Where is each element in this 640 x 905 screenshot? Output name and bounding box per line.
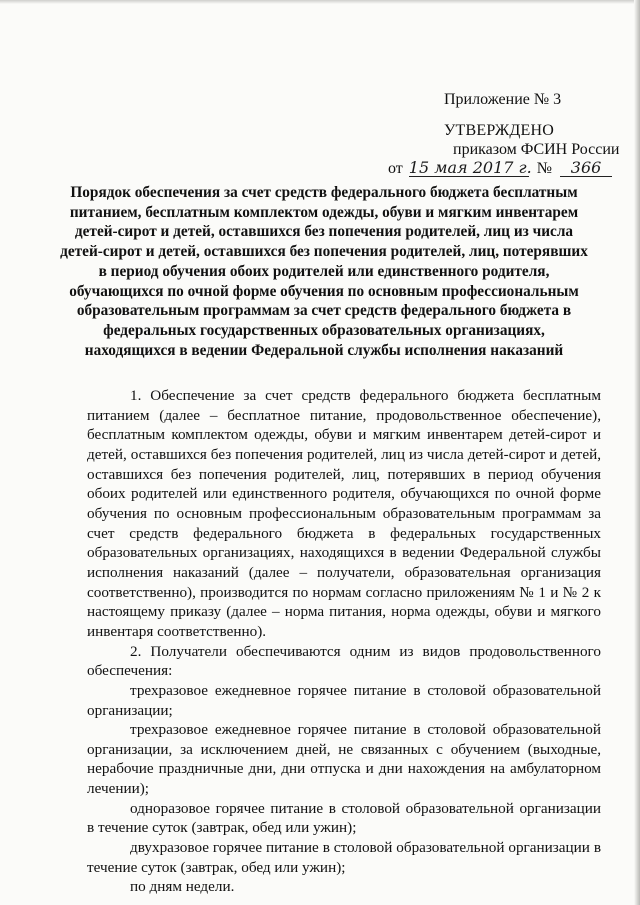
order-by-text: приказом ФСИН России: [453, 141, 620, 158]
list-item-one-meal: одноразовое горячее питание в столовой образовательной организации в течение суток (завтрак, обед или ужин);: [87, 799, 601, 837]
list-item-weekdays: по дням недели.: [130, 878, 235, 896]
list-item-three-meals: трехразовое ежедневное горячее питание в столовой образовательной организации;: [87, 681, 601, 719]
number-prefix: №: [536, 160, 553, 177]
scan-edge-right: [634, 0, 640, 905]
paragraph-2: 2. Получатели обеспечиваются одним из видов продовольственного обеспечения:: [87, 642, 601, 680]
date-prefix: от: [388, 160, 403, 177]
approved-stamp-text: УТВЕРЖДЕНО: [444, 122, 555, 139]
handwritten-number: 366: [560, 160, 612, 177]
list-item-two-meals: двухразовое горячее питание в столовой образовательной организации в течение суток (завтрак, обед или ужин);: [87, 839, 601, 876]
appendix-label: Приложение № 3: [444, 91, 562, 108]
document-body: [87, 386, 601, 897]
list-item-three-meals-except-days: трехразовое ежедневное горячее питание в столовой образовательной организации, за исключением дней, не связанных с обучением (выходные, нерабочие праздничные дни, дни отпуска и дни нахождения на амбулаторном лечении);: [87, 721, 601, 798]
scan-edge-top: [0, 0, 640, 4]
order-date-line: [388, 160, 612, 178]
paragraph-1: 1. Обеспечение за счет средств федерального бюджета бесплатным питанием (далее – бесплатное питание, продовольственное обеспечение), бесплатным комплектом одежды, обуви и мягким инвентарем детей-сирот и детей, оставшихся без попечения родителей, лиц из числа детей-сирот и детей, оставшихся без попечения родителей, лиц, потерявших в период обучения обоих родителей или единственного родителя, обучающихся по очной форме обучения по основным профессиональным образовательным программам за счет средств федерального бюджета в федеральных государственных образовательных организациях, находящихся в ведении Федеральной службы исполнения наказаний (далее – получатели, образовательная организация соответственно), производится по нормам согласно приложениям № 1 и № 2 к настоящему приказу (далее – норма питания, норма одежды, обуви и мягкого инвентаря соответственно).: [87, 387, 601, 640]
document-title: Порядок обеспечения за счет средств федерального бюджета бесплатным питанием, бесплатным комплектом одежды, обуви и мягким инвентарем детей-сирот и детей, оставшихся без попечения родителей, лиц из числа детей-сирот и детей, оставшихся без попечения родителей, лиц, потерявших в период обучения обоих родителей или единственного родителя, обучающихся по очной форме обучения по основным профессиональным образовательным программам за счет средств федерального бюджета в федеральных государственных образовательных организациях, находящихся в ведении Федеральной службы исполнения наказаний: [60, 184, 588, 359]
handwritten-date: 15 мая 2017 г.: [408, 158, 532, 177]
